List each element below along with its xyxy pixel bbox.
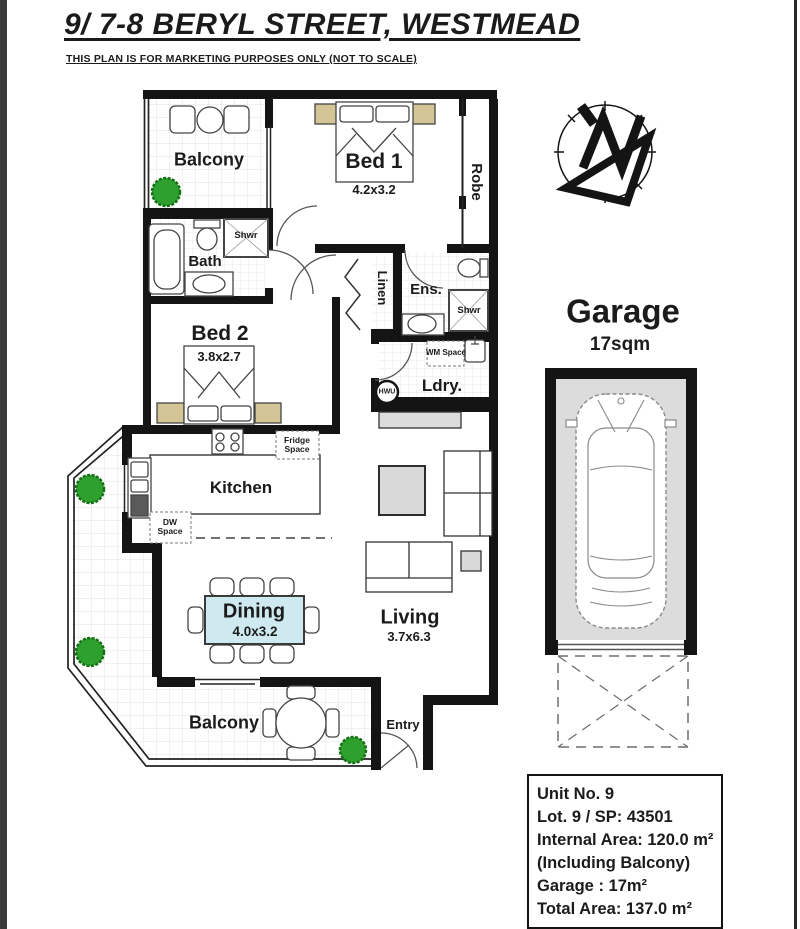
garage-title: Garage (566, 292, 680, 330)
info-including: (Including Balcony) (537, 854, 691, 872)
info-lot: Lot. 9 / SP: 43501 (537, 808, 673, 826)
garage-area: 17sqm (589, 334, 651, 356)
plant (152, 178, 180, 206)
room-label-entry: Entry (386, 717, 420, 733)
info-internal-area: Internal Area: 120.0 m² (537, 831, 714, 849)
page-title: 9/ 7-8 BERYL STREET, WESTMEAD (64, 8, 581, 41)
info-unit: Unit No. 9 (537, 785, 614, 803)
label-hwu: HWU (378, 388, 396, 396)
room-dims-bed1: 4.2x3.2 (352, 182, 396, 198)
label-bath-shower: Shwr (234, 230, 258, 242)
room-label-dining: Dining (222, 600, 286, 623)
room-label-living: Living (380, 606, 440, 629)
car (566, 394, 676, 628)
room-dims-living: 3.7x6.3 (387, 629, 431, 645)
room-label-balcony-top: Balcony (173, 149, 245, 170)
plant (76, 475, 104, 503)
label-fridge-space: Fridge Space (284, 435, 310, 454)
balcony-top-furniture (170, 106, 249, 133)
room-label-robe: Robe (467, 163, 485, 201)
room-label-linen: Linen (374, 270, 390, 306)
plant (340, 737, 366, 763)
label-ensuite-shower: Shwr (457, 305, 481, 317)
info-garage: Garage : 17m² (537, 877, 648, 895)
info-total-area: Total Area: 137.0 m² (537, 900, 692, 918)
label-wm-space: WM Space (426, 347, 467, 357)
info-box (527, 774, 723, 929)
living-furniture (366, 412, 492, 592)
label-dw-space: DW Space (157, 517, 183, 536)
compass-icon (554, 101, 656, 203)
room-dims-bed2: 3.8x2.7 (197, 349, 241, 365)
room-label-bed2: Bed 2 (191, 321, 249, 345)
room-label-balcony-bottom: Balcony (188, 712, 260, 733)
disclaimer-text: THIS PLAN IS FOR MARKETING PURPOSES ONLY (NOT TO SCALE) (66, 53, 417, 65)
room-label-kitchen: Kitchen (209, 478, 273, 498)
room-label-ensuite: Ens. (410, 281, 442, 299)
driveway (558, 656, 688, 747)
room-label-bed1: Bed 1 (345, 149, 403, 173)
room-dims-dining: 4.0x3.2 (232, 623, 278, 639)
plant (76, 638, 104, 666)
room-label-laundry: Ldry. (421, 376, 463, 396)
room-label-bath: Bath (188, 253, 222, 271)
